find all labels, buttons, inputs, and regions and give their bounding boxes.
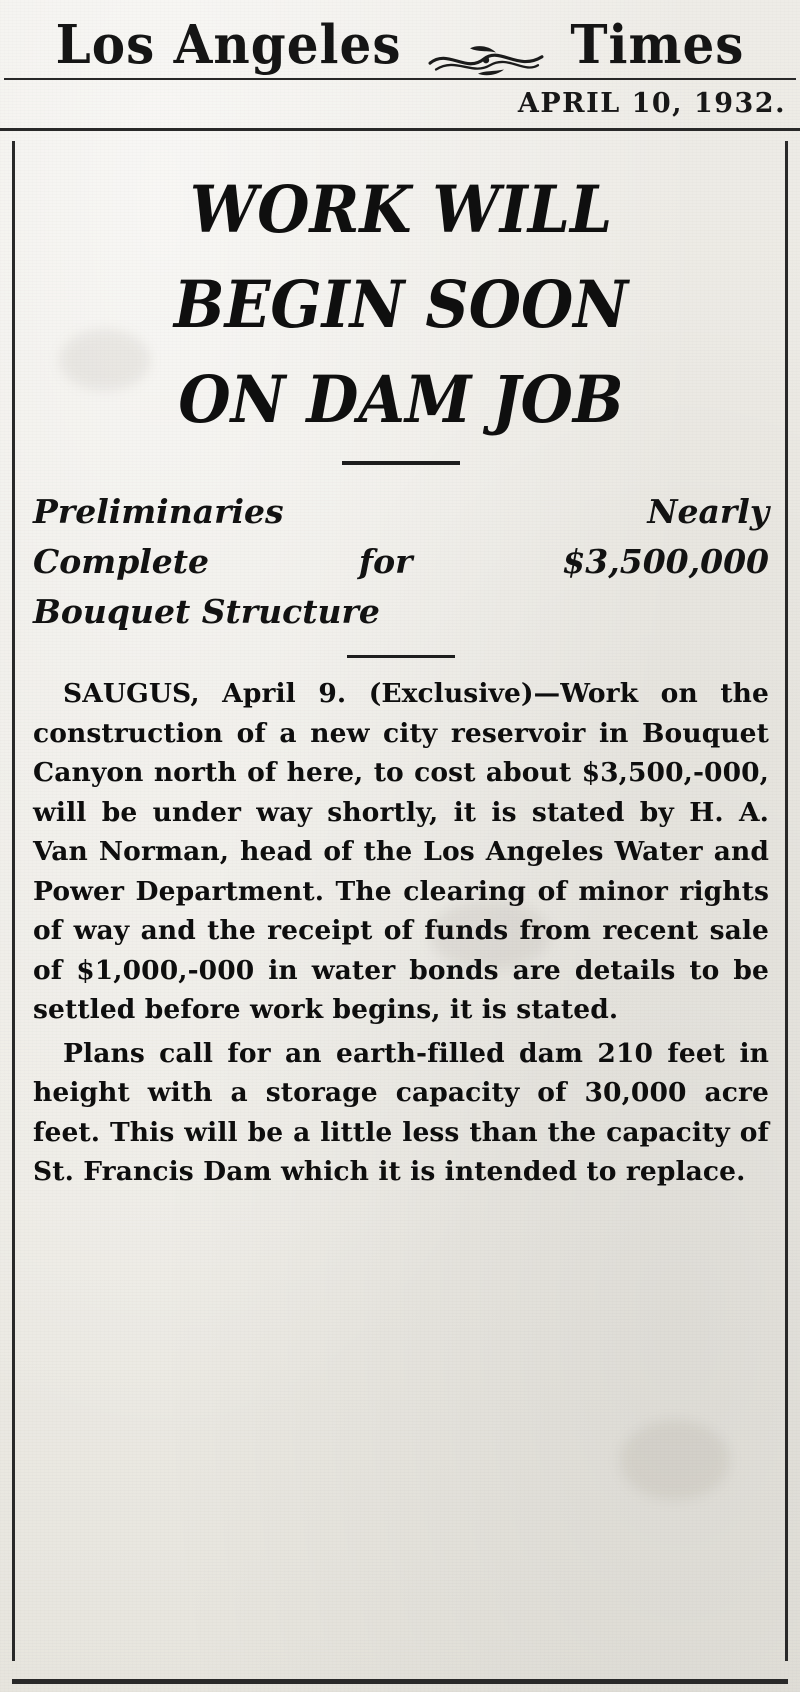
masthead-rule [4,78,796,80]
subhead-line-1: Preliminaries Nearly [33,492,769,531]
masthead [0,0,800,86]
subhead-divider [347,655,455,658]
masthead-title [0,8,800,78]
issue-date: APRIL 10, 1932. [517,88,786,119]
masthead-left-word: Los Angeles [55,13,402,76]
article-body [33,674,769,1192]
headline-divider [342,461,460,465]
paragraph-text: SAUGUS, April 9. (Exclusive)—Work on the construction of a new city reservoir in Bouquet Canyon north of here, to cost about $3,500,-000, will be under way shortly, it is stated by H. A. Van Norman, head of the Los Angeles Water and Power Department. The clearing of minor rights of way and the receipt of funds from recent sale of $1,000,-000 in water bonds are details to be settled before work begins, it is stated. [33,678,769,1025]
subhead-line-2: Complete for $3,500,000 [33,542,769,581]
article-subhead [33,487,769,637]
article-column [12,141,788,1661]
masthead-right-word: Times [570,13,745,76]
subhead-line-3: Bouquet Structure [33,592,380,631]
paragraph-text: Plans call for an earth-filled dam 210 feet in height with a storage capacity of 30,000 acre feet. This will be a little less than the capacity of St. Francis Dam which it is intended to replace. [33,1037,769,1187]
article-headline [33,163,769,448]
flourish-ornament [426,27,546,63]
article-paragraph [33,1034,769,1192]
headline-line-2: BEGIN SOON [173,267,629,344]
headline-line-1: WORK WILL [189,172,613,249]
headline-line-3: ON DAM JOB [178,362,624,439]
dateline-row [0,86,800,131]
article-paragraph [33,674,769,1030]
bottom-rule [12,1679,788,1684]
